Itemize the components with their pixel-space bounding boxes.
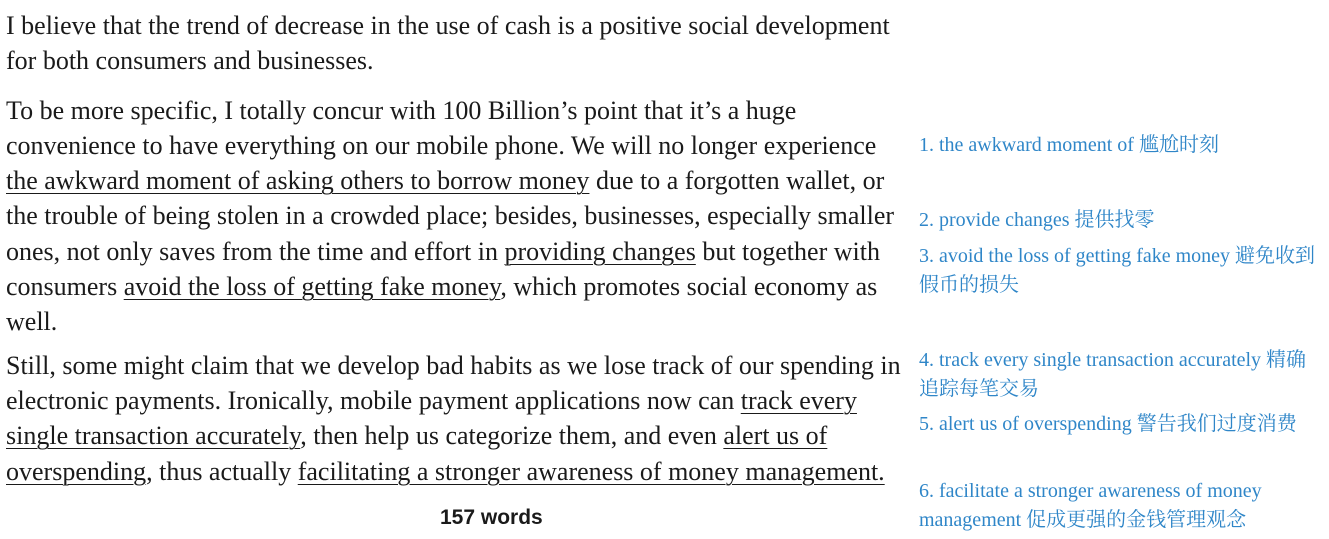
text-run: Still, some might claim that we develop bad habits as we lose track of our spending in electronic payments. Ironically, mobile payment applications now can <box>6 350 901 415</box>
text-run: due to a forgotten wallet, or the trouble of being stolen in a crowded place; besides, businesses, especially smaller ones, not only saves from the time and effort in <box>6 166 895 266</box>
word-count: 157 words <box>440 506 543 529</box>
underlined-phrase-awkward-moment: the awkward moment of asking others to borrow money <box>6 166 590 196</box>
vocab-note-5: 5. alert us of overspending 警告我们过度消费 <box>919 413 1297 435</box>
essay-paragraph-1: I believe that the trend of decrease in the use of cash is a positive social development for both consumers and businesses. <box>6 11 890 76</box>
underlined-phrase-fake-money: avoid the loss of getting fake money <box>123 272 501 302</box>
essay-body <box>6 8 906 489</box>
essay-paragraph-3 <box>6 348 906 489</box>
vocab-note-1: 1. the awkward moment of 尴尬时刻 <box>919 134 1219 156</box>
text-run: To be more specific, I totally concur with 100 Billion’s point that it’s a huge convenience to have everything on our mobile phone. We will no longer experience <box>6 95 877 160</box>
vocab-note-6: 6. facilitate a stronger awareness of money management 促成更强的金钱管理观念 <box>919 480 1262 531</box>
text-run: , then help us categorize them, and even <box>300 421 724 451</box>
essay-paragraph-2 <box>6 93 906 340</box>
underlined-phrase-track-transaction: track every single transaction accurately <box>6 385 857 451</box>
text-run: but together with consumers <box>6 236 880 302</box>
vocab-note-3: 3. avoid the loss of getting fake money 避免收到假币的损失 <box>919 245 1316 296</box>
text-run: , which promotes social economy as well. <box>6 272 878 337</box>
underlined-phrase-providing-changes: providing changes <box>504 236 696 266</box>
underlined-phrase-alert-overspending: alert us of overspending <box>6 421 828 486</box>
underlined-phrase-money-management: facilitating a stronger awareness of money management. <box>297 456 885 486</box>
vocab-note-4: 4. track every single transaction accurately 精确追踪每笔交易 <box>919 349 1307 400</box>
text-run: , thus actually <box>146 456 298 486</box>
vocab-note-2: 2. provide changes 提供找零 <box>919 209 1155 231</box>
